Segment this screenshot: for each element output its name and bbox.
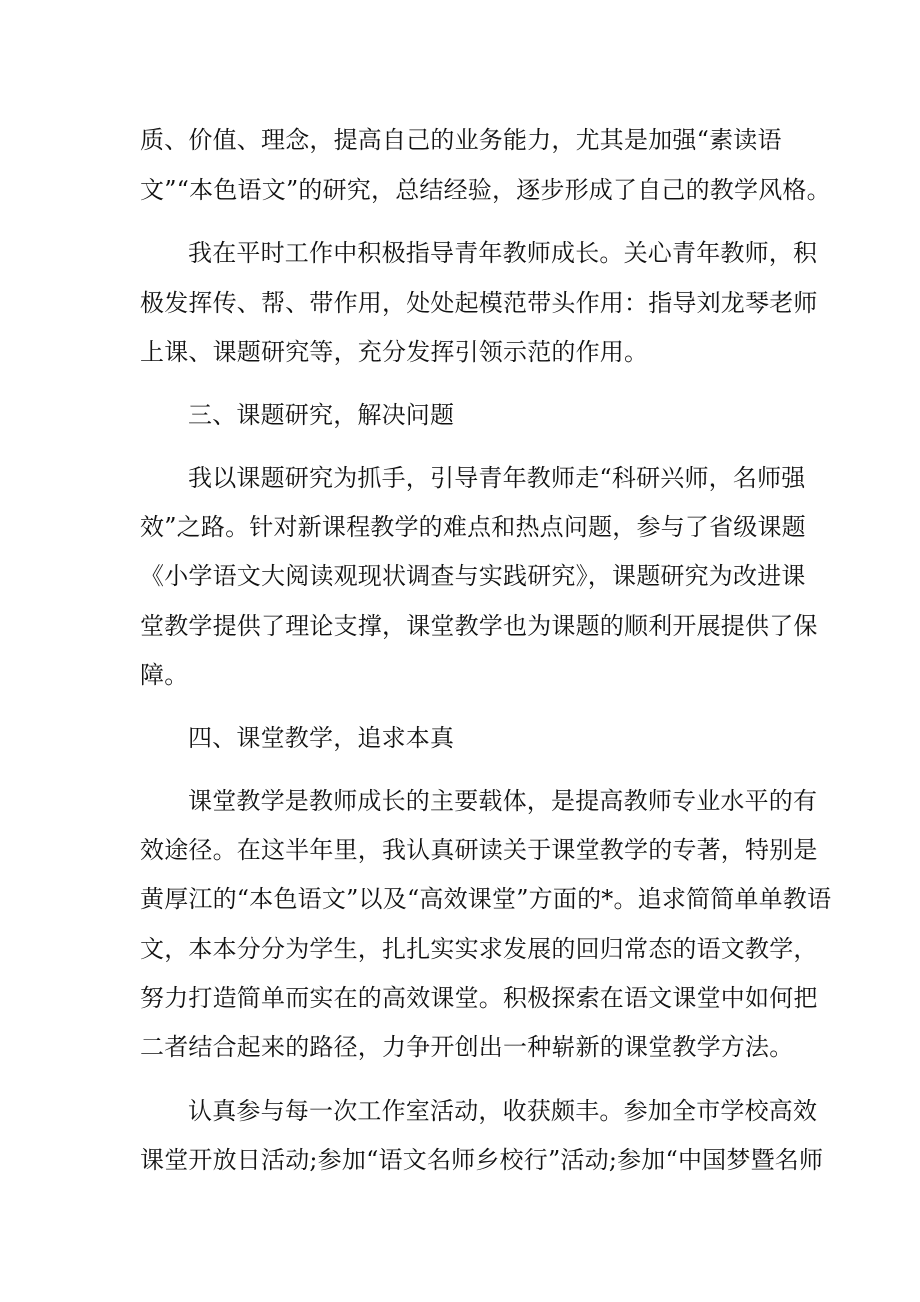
text-line: 课堂开放日活动;参加“语文名师乡校行”活动;参加“中国梦暨名师 — [140, 1146, 824, 1174]
text-line: 我在平时工作中积极指导青年教师成长。关心青年教师，积 — [188, 239, 818, 267]
section-heading: 四、课堂教学，追求本真 — [188, 724, 455, 752]
text-line: 效途径。在这半年里，我认真研读关于课堂教学的专著，特别是 — [140, 836, 818, 864]
text-line: 努力打造简单而实在的高效课堂。积极探索在语文课堂中如何把 — [140, 984, 818, 1012]
text-line: 黄厚江的“本色语文”以及“高效课堂”方面的*。追求简简单单教语 — [140, 885, 832, 913]
text-line: 文，本本分分为学生，扎扎实实求发展的回归常态的语文教学， — [140, 935, 818, 963]
text-line: 文”“本色语文”的研究，总结经验，逐步形成了自己的教学风格。 — [140, 176, 831, 204]
text-line: 堂教学提供了理论支撑，课堂教学也为课题的顺利开展提供了保 — [140, 612, 818, 640]
text-line: 认真参与每一次工作室活动，收获颇丰。参加全市学校高效 — [188, 1097, 818, 1125]
text-line: 我以课题研究为抓手，引导青年教师走“科研兴师，名师强 — [188, 464, 806, 492]
text-line: 《小学语文大阅读观现状调查与实践研究》，课题研究为改进课 — [140, 562, 806, 590]
text-line: 上课、课题研究等，充分发挥引领示范的作用。 — [140, 338, 649, 366]
section-heading: 三、课题研究，解决问题 — [188, 401, 455, 429]
text-line: 障。 — [140, 661, 189, 689]
text-line: 二者结合起来的路径，力争开创出一种崭新的课堂教学方法。 — [140, 1033, 794, 1061]
text-line: 课堂教学是教师成长的主要载体，是提高教师专业水平的有 — [188, 787, 818, 815]
text-line: 质、价值、理念，提高自己的业务能力，尤其是加强“素读语 — [140, 126, 782, 154]
text-line: 极发挥传、帮、带作用，处处起模范带头作用：指导刘龙琴老师 — [140, 289, 818, 317]
text-line: 效”之路。针对新课程教学的难点和热点问题，参与了省级课题 — [140, 513, 806, 541]
